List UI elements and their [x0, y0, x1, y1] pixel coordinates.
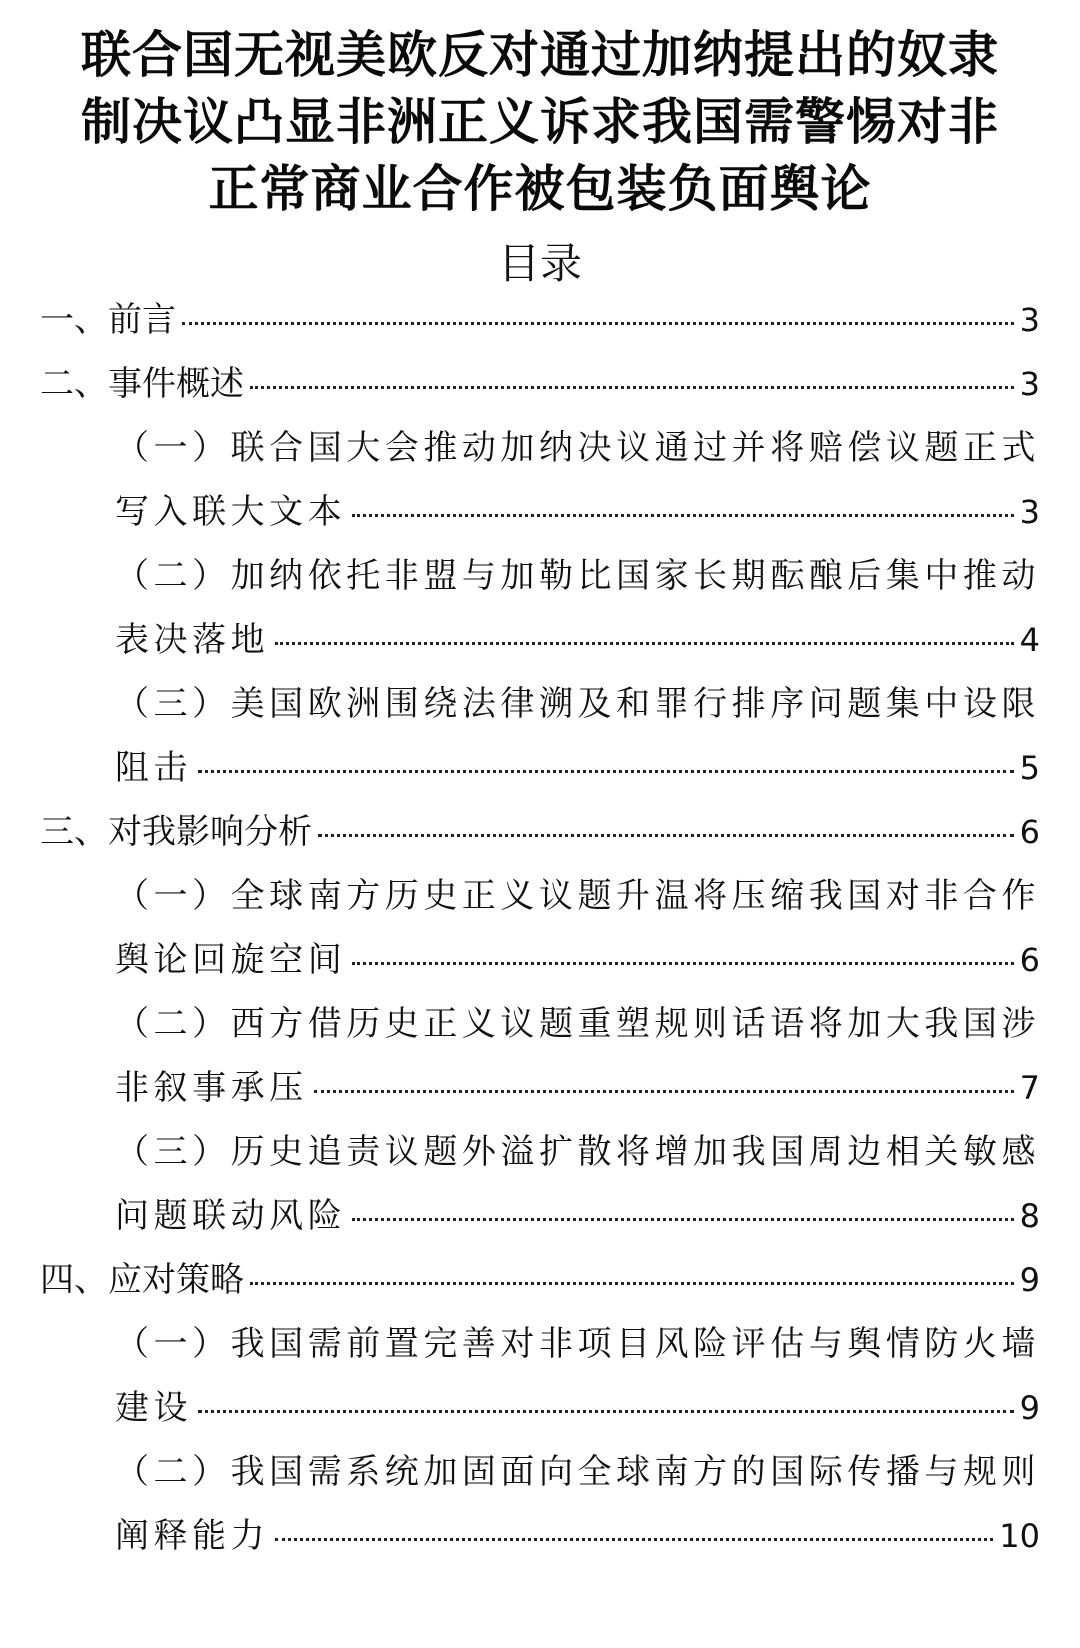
toc-entry-label: （三）历史追责议题外溢扩散将增加我国周边相关敏感: [115, 1132, 1040, 1172]
toc-entry-4-2-line-2[interactable]: [115, 1506, 1040, 1566]
dot-leader: [250, 386, 1014, 389]
title-line-3: 正常商业合作被包装负面舆论: [208, 160, 872, 218]
toc-entry-label-cont: 阐释能力: [115, 1516, 270, 1556]
toc-entry-label: （一）我国需前置完善对非项目风险评估与舆情防火墙: [115, 1324, 1040, 1364]
toc-page-number: 7: [1019, 1069, 1040, 1107]
toc-page-number: 9: [1019, 1261, 1040, 1299]
dot-leader: [352, 962, 1013, 965]
toc-entry-4-2-line-1[interactable]: [115, 1442, 1040, 1502]
toc-heading: 目录: [497, 239, 582, 288]
toc-entry-label: （一）全球南方历史正义议题升温将压缩我国对非合作: [115, 876, 1040, 916]
toc-entry-4-1-line-2[interactable]: [115, 1378, 1040, 1438]
toc-page-number: 6: [1019, 941, 1040, 979]
toc-entry-3-3-line-2[interactable]: [115, 1186, 1040, 1246]
toc-entry-label: 三、对我影响分析: [40, 812, 312, 852]
dot-leader: [250, 1282, 1014, 1285]
toc-entry-3-2-line-1[interactable]: [115, 994, 1040, 1054]
toc-entry-label: （二）我国需系统加固面向全球南方的国际传播与规则: [115, 1452, 1040, 1492]
toc-entry-section-3[interactable]: [40, 802, 1040, 862]
toc-page-number: 4: [1019, 621, 1040, 659]
toc-page-number: 6: [1019, 813, 1040, 851]
toc-entry-2-3-line-1[interactable]: [115, 674, 1040, 734]
toc-entry-section-4[interactable]: [40, 1250, 1040, 1310]
toc-entry-label-cont: 非叙事承压: [115, 1068, 308, 1108]
toc-entry-3-3-line-1[interactable]: [115, 1122, 1040, 1182]
toc-entry-3-1-line-1[interactable]: [115, 866, 1040, 926]
toc-entry-4-1-line-1[interactable]: [115, 1314, 1040, 1374]
dot-leader: [182, 322, 1014, 325]
toc-page-number: 3: [1019, 301, 1040, 339]
dot-leader: [314, 1090, 1014, 1093]
toc-entry-2-2-line-2[interactable]: [115, 610, 1040, 670]
toc-entry-label-cont: 阻击: [115, 748, 193, 788]
toc-entry-2-1-line-2[interactable]: [115, 482, 1040, 542]
toc-entry-3-1-line-2[interactable]: [115, 930, 1040, 990]
toc-page-number: 8: [1019, 1197, 1040, 1235]
toc-entry-3-2-line-2[interactable]: [115, 1058, 1040, 1118]
toc-entry-2-1-line-1[interactable]: [115, 418, 1040, 478]
document-title: [40, 22, 1040, 223]
toc-entry-section-1[interactable]: [40, 290, 1040, 350]
toc-page-number: 5: [1019, 749, 1040, 787]
toc-page-number: 3: [1019, 493, 1040, 531]
dot-leader: [318, 834, 1014, 837]
toc-entry-label: （二）加纳依托非盟与加勒比国家长期酝酿后集中推动: [115, 556, 1040, 596]
toc-page-number: 3: [1019, 365, 1040, 403]
toc-entry-section-2[interactable]: [40, 354, 1040, 414]
toc-entry-2-2-line-1[interactable]: [115, 546, 1040, 606]
toc-entry-label-cont: 表决落地: [115, 620, 270, 660]
dot-leader: [275, 642, 1013, 645]
title-line-2: 制决议凸显非洲正义诉求我国需警惕对非: [81, 93, 999, 151]
toc-entry-label: 四、应对策略: [40, 1260, 244, 1300]
toc-page-number: 9: [1019, 1389, 1040, 1427]
dot-leader: [275, 1538, 993, 1541]
toc-entry-label: 二、事件概述: [40, 364, 244, 404]
dot-leader: [352, 1218, 1013, 1221]
toc-entry-2-3-line-2[interactable]: [115, 738, 1040, 798]
title-line-1: 联合国无视美欧反对通过加纳提出的奴隶: [81, 26, 999, 84]
dot-leader: [198, 1410, 1014, 1413]
toc-entry-label-cont: 写入联大文本: [115, 492, 347, 532]
toc-entry-label: （一）联合国大会推动加纳决议通过并将赔偿议题正式: [115, 428, 1040, 468]
dot-leader: [198, 770, 1014, 773]
dot-leader: [352, 514, 1013, 517]
toc-entry-label-cont: 建设: [115, 1388, 193, 1428]
toc-page-number: 10: [999, 1517, 1040, 1555]
toc-entry-label: 一、前言: [40, 300, 176, 340]
toc-entry-label-cont: 舆论回旋空间: [115, 940, 347, 980]
toc-entry-label: （二）西方借历史正义议题重塑规则话语将加大我国涉: [115, 1004, 1040, 1044]
toc-entry-label: （三）美国欧洲围绕法律溯及和罪行排序问题集中设限: [115, 684, 1040, 724]
toc-entry-label-cont: 问题联动风险: [115, 1196, 347, 1236]
